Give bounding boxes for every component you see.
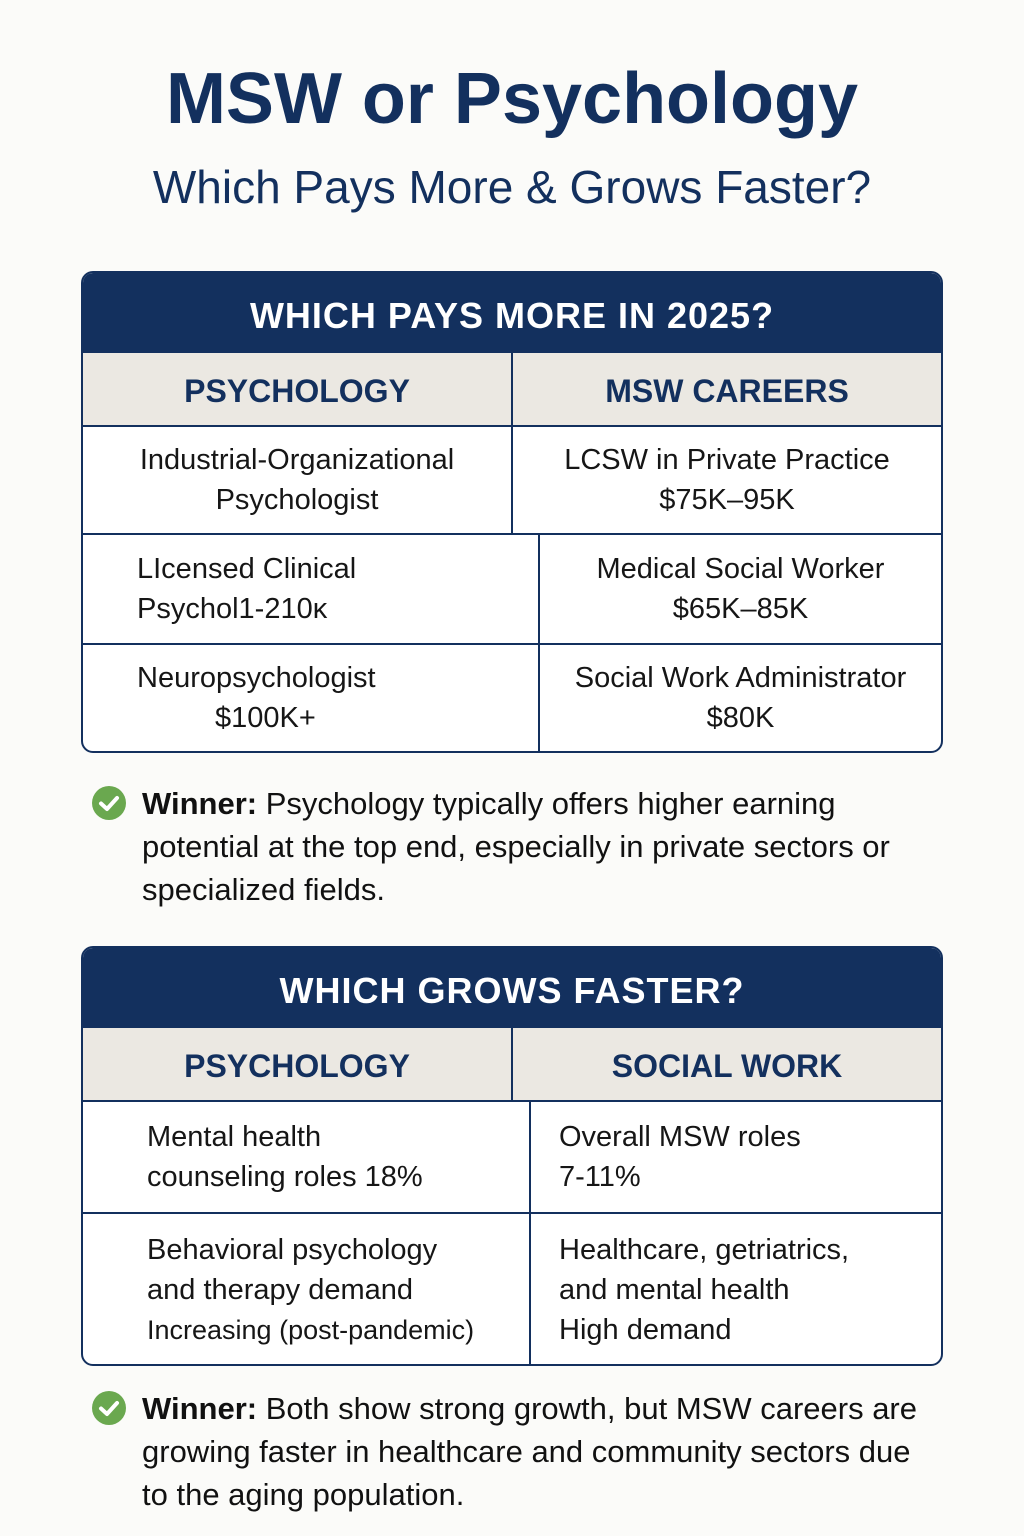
growth-comparison-table (81, 946, 943, 1366)
pay-winner-note (92, 782, 932, 911)
cell-line: $80K (706, 702, 775, 734)
cell-line: and mental health (559, 1274, 790, 1306)
winner-label: Winner: (142, 786, 258, 821)
column-header-social-work: SOCIAL WORK (511, 1028, 941, 1100)
table-cell (529, 1102, 941, 1212)
growth-table-header: WHICH GROWS FASTER? (83, 948, 941, 1028)
table-row (83, 1102, 941, 1214)
table-cell (83, 535, 538, 643)
table-cell (83, 645, 538, 751)
cell-line: Psychologist (215, 484, 379, 516)
growth-table-column-headers (83, 1028, 941, 1102)
table-row (83, 645, 941, 751)
table-cell (538, 645, 941, 751)
cell-line: High demand (559, 1314, 732, 1346)
page-subtitle: Which Pays More & Grows Faster? (152, 161, 872, 213)
cell-line: Industrial-Organizational (139, 444, 455, 476)
pay-comparison-table (81, 271, 943, 753)
cell-line: Healthcare, getriatrics, (559, 1234, 850, 1266)
table-cell (83, 1214, 529, 1366)
table-cell (511, 427, 941, 533)
table-cell (529, 1214, 941, 1366)
table-cell (538, 535, 941, 643)
cell-line: Psychol1-210κ (137, 593, 328, 625)
pay-table-header: WHICH PAYS MORE IN 2025? (83, 273, 941, 353)
cell-line: Neuropsychologist (137, 662, 376, 694)
cell-line: Social Work Administrator (574, 662, 907, 694)
growth-winner-text (92, 1387, 932, 1516)
cell-line: and therapy demand (147, 1274, 414, 1306)
page-title: MSW or Psychology (165, 59, 859, 139)
winner-label: Winner: (142, 1391, 258, 1426)
cell-line: Overall MSW roles (559, 1121, 801, 1153)
cell-line: Mental health (147, 1121, 322, 1153)
cell-line: Medical Social Worker (596, 553, 885, 585)
pay-table-column-headers (83, 353, 941, 427)
column-header-psychology: PSYCHOLOGY (184, 373, 410, 409)
winner-description: Psychology typically offers higher earning potential at the top end, especially in private sectors or specialized fields. (142, 786, 890, 907)
cell-line: $100K+ (215, 702, 316, 734)
table-cell (83, 427, 511, 533)
table-row (83, 427, 941, 535)
cell-line: $75K–95K (659, 484, 795, 516)
cell-line: LCSW in Private Practice (564, 444, 890, 476)
cell-line: Behavioral psychology (147, 1234, 438, 1266)
check-circle-icon (92, 1391, 126, 1425)
cell-line: 7-11% (559, 1161, 641, 1193)
cell-line: LIcensed Clinical (137, 553, 357, 585)
pay-winner-text (92, 782, 932, 911)
cell-line: Increasing (post-pandemic) (147, 1315, 475, 1345)
table-row (83, 535, 941, 645)
column-header-psychology: PSYCHOLOGY (184, 1048, 410, 1084)
cell-line: counseling roles 18% (147, 1161, 423, 1193)
cell-line: $65K–85K (672, 593, 809, 625)
winner-description: Both show strong growth, but MSW careers are growing faster in healthcare and community sectors due to the aging population. (142, 1391, 917, 1512)
column-header-msw-careers: MSW CAREERS (511, 353, 941, 425)
growth-winner-note (92, 1387, 932, 1516)
table-row (83, 1214, 941, 1366)
table-cell (83, 1102, 529, 1212)
check-circle-icon (92, 786, 126, 820)
